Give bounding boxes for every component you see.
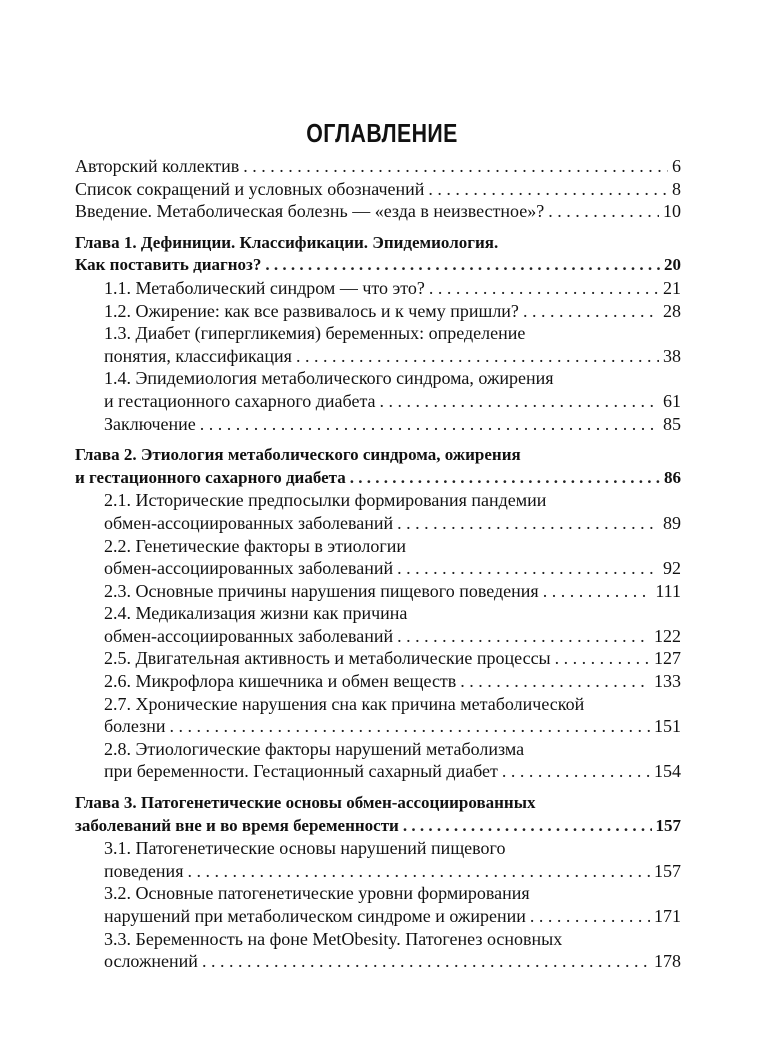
section-entry-line [75, 535, 681, 558]
page-number: 151 [654, 716, 681, 737]
page-number: 21 [663, 277, 681, 298]
chapter-heading-text: Глава 1. Дефиниции. Классификации. Эпидемиология. [75, 232, 499, 252]
section-entry-line [75, 625, 681, 648]
chapter-heading[interactable] [75, 792, 681, 837]
page-number: 122 [654, 625, 681, 646]
page-number: 89 [663, 512, 681, 533]
chapter-heading-line [75, 815, 681, 838]
page-number: 133 [654, 671, 681, 692]
section-entry-line [75, 693, 681, 716]
page-number: 6 [672, 156, 681, 176]
chapter-heading-text: и гестационного сахарного диабета [75, 467, 346, 487]
toc-entry-text: Список сокращений и условных обозначений [75, 178, 425, 199]
section-entry-line [75, 580, 681, 603]
section-entry-text: 1.3. Диабет (гипергликемия) беременных: определение [104, 323, 526, 344]
section-entry[interactable] [75, 670, 681, 693]
section-entry-text: 2.8. Этиологические факторы нарушений метаболизма [104, 738, 525, 759]
dot-leader [502, 760, 650, 783]
page-number: 178 [654, 951, 681, 972]
section-entry-line [75, 670, 681, 693]
dot-leader [243, 155, 668, 178]
dot-leader [265, 254, 660, 277]
page-number: 111 [655, 580, 681, 601]
page-number: 20 [664, 255, 681, 275]
toc-entry-line [75, 155, 681, 178]
section-entry-text: 2.2. Генетические факторы в этиологии [104, 535, 406, 556]
toc-entry-line [75, 178, 681, 201]
section-entry-text: Заключение [104, 413, 196, 434]
section-entry[interactable] [75, 580, 681, 603]
section-entry[interactable] [75, 322, 681, 367]
dot-leader [380, 390, 659, 413]
page-number: 8 [672, 178, 681, 199]
dot-leader [200, 413, 659, 436]
section-entry-text: 1.1. Метаболический синдром — что это? [104, 277, 425, 298]
section-entry-text: обмен-ассоциированных заболеваний [104, 558, 394, 579]
dot-leader [548, 200, 659, 223]
page-number: 157 [654, 860, 681, 881]
dot-leader [350, 467, 660, 490]
page-number: 38 [663, 345, 681, 366]
dot-leader [397, 512, 659, 535]
section-entry-line [75, 512, 681, 535]
page-number: 157 [655, 815, 681, 835]
chapter-heading-line [75, 254, 681, 277]
toc-entry[interactable] [75, 178, 681, 201]
dot-leader [403, 815, 652, 838]
section-entry-line [75, 602, 681, 625]
section-entry-line [75, 557, 681, 580]
section-entry-text: 1.4. Эпидемиология метаболического синдрома, ожирения [104, 368, 554, 389]
section-entry-line [75, 345, 681, 368]
chapter-heading[interactable] [75, 444, 681, 489]
dot-leader [428, 178, 668, 201]
section-entry-line [75, 928, 681, 951]
toc-entry[interactable] [75, 200, 681, 223]
section-entry-line [75, 715, 681, 738]
section-entry-text: 3.3. Беременность на фоне MetObesity. Патогенез основных [104, 928, 563, 949]
section-entry-line [75, 860, 681, 883]
section-entry-text: обмен-ассоциированных заболеваний [104, 512, 394, 533]
page-number: 28 [663, 300, 681, 321]
section-entry[interactable] [75, 300, 681, 323]
dot-leader [530, 905, 650, 928]
section-entry[interactable] [75, 277, 681, 300]
toc-entry[interactable] [75, 155, 681, 178]
toc-entry-line [75, 200, 681, 223]
page-number: 86 [664, 467, 681, 487]
section-entry-text: 2.7. Хронические нарушения сна как причина метаболической [104, 693, 585, 714]
section-entry-line [75, 300, 681, 323]
section-entry[interactable] [75, 693, 681, 738]
section-entry[interactable] [75, 928, 681, 973]
page-number: 171 [654, 906, 681, 926]
chapter-heading-text: Глава 2. Этиология метаболического синдрома, ожирения [75, 445, 521, 465]
section-entry-text: нарушений при метаболическом синдроме и ожирении [104, 906, 526, 926]
page-title: ОГЛАВЛЕНИЕ [306, 118, 458, 148]
page-number: 92 [663, 558, 681, 579]
page-number: 127 [654, 648, 681, 669]
section-entry[interactable] [75, 738, 681, 783]
section-entry-text: 2.4. Медикализация жизни как причина [104, 603, 408, 624]
chapter-heading-line [75, 467, 681, 490]
section-entry-text: 2.3. Основные причины нарушения пищевого поведения [104, 580, 539, 601]
section-entry-line [75, 837, 681, 860]
section-entry-text: 1.2. Ожирение: как все развивалось и к чему пришли? [104, 300, 519, 321]
dot-leader [523, 300, 659, 323]
section-entry-line [75, 647, 681, 670]
toc-entry-text: Авторский коллектив [75, 156, 240, 176]
dot-leader [460, 670, 650, 693]
dot-leader [296, 345, 659, 368]
chapter-heading-line [75, 232, 681, 255]
section-entry[interactable] [75, 882, 681, 927]
section-entry-text: обмен-ассоциированных заболеваний [104, 625, 394, 646]
section-entry-line [75, 322, 681, 345]
page-number: 154 [654, 761, 681, 782]
section-entry-text: 2.5. Двигательная активность и метаболические процессы [104, 648, 551, 669]
section-entry-line [75, 489, 681, 512]
dot-leader [397, 557, 659, 580]
section-entry-line [75, 905, 681, 928]
section-entry-text: 3.2. Основные патогенетические уровни формирования [104, 883, 530, 904]
section-entry-line [75, 950, 681, 973]
toc-entry-text: Введение. Метаболическая болезнь — «езда в неизвестное»? [75, 201, 545, 222]
section-entry[interactable] [75, 837, 681, 882]
section-entry-text: и гестационного сахарного диабета [104, 390, 376, 411]
section-entry-line [75, 738, 681, 761]
section-entry[interactable] [75, 647, 681, 670]
dot-leader [202, 950, 650, 973]
dot-leader [555, 647, 650, 670]
section-entry-text: поведения [104, 860, 184, 881]
chapter-heading[interactable] [75, 232, 681, 277]
page-number: 10 [663, 201, 681, 222]
chapter-heading-text: заболеваний вне и во время беременности [75, 815, 399, 835]
section-entry-text: болезни [104, 716, 166, 737]
dot-leader [397, 625, 650, 648]
section-entry-text: 2.1. Исторические предпосылки формирования пандемии [104, 490, 547, 511]
section-entry-text: осложнений [104, 951, 198, 972]
section-entry-line [75, 760, 681, 783]
section-entry-line [75, 882, 681, 905]
section-entry-text: 2.6. Микрофлора кишечника и обмен веществ [104, 671, 457, 692]
chapter-heading-text: Глава 3. Патогенетические основы обмен-ассоциированных [75, 793, 536, 813]
section-entry[interactable] [75, 535, 681, 580]
section-entry-text: при беременности. Гестационный сахарный диабет [104, 761, 498, 782]
chapter-heading-line [75, 792, 681, 815]
section-entry[interactable] [75, 602, 681, 647]
chapter-heading-line [75, 444, 681, 467]
table-of-contents [75, 155, 681, 973]
section-entry-line [75, 413, 681, 436]
section-entry[interactable] [75, 489, 681, 534]
page-number: 85 [663, 413, 681, 434]
dot-leader [187, 860, 650, 883]
dot-leader [170, 715, 651, 738]
chapter-heading-text: Как поставить диагноз? [75, 255, 262, 275]
section-entry-text: понятия, классификация [104, 345, 292, 366]
section-entry-line [75, 277, 681, 300]
section-entry[interactable] [75, 413, 681, 436]
section-entry-line [75, 390, 681, 413]
section-entry-text: 3.1. Патогенетические основы нарушений пищевого [104, 838, 506, 859]
section-entry[interactable] [75, 367, 681, 412]
page-number: 61 [663, 390, 681, 411]
section-entry-line [75, 367, 681, 390]
dot-leader [543, 580, 652, 603]
dot-leader [429, 277, 659, 300]
